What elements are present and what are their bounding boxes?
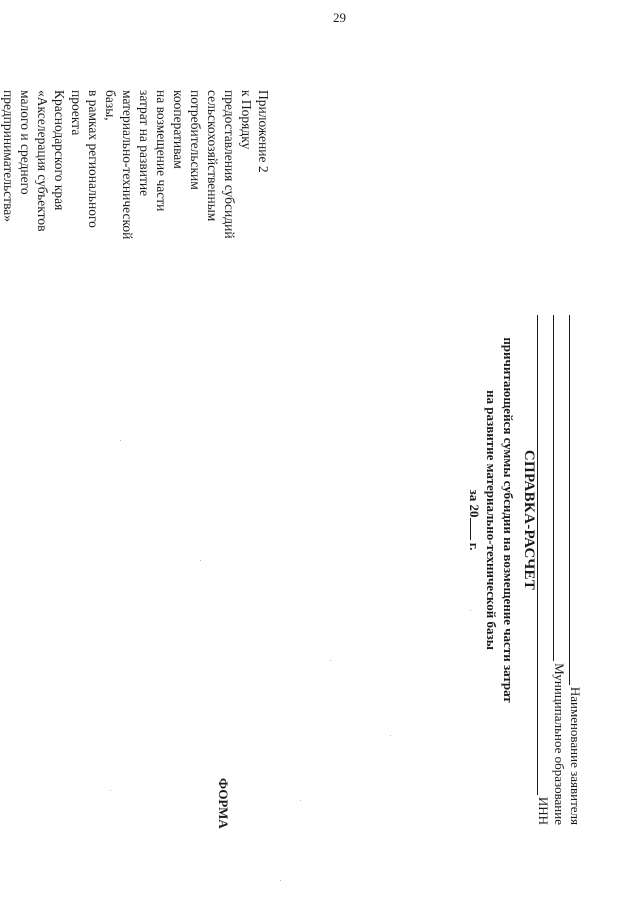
field-label: ИНН — [536, 796, 551, 825]
appendix-line: базы, — [103, 90, 118, 121]
appendix-line: на возмещение части — [154, 90, 169, 212]
period-prefix: за 20 — [467, 489, 482, 518]
appendix-line: сельскохозяйственным — [205, 90, 220, 222]
applicant-name-field[interactable] — [567, 315, 583, 825]
scan-speck — [280, 880, 281, 881]
appendix-note — [0, 90, 272, 239]
appendix-line: предоставления субсидий — [222, 90, 237, 239]
document-subtitle-line: на развитие материально-технической базы — [484, 390, 499, 650]
document-title: СПРАВКА-РАСЧЕТ — [521, 449, 537, 591]
appendix-line: проекта — [69, 90, 84, 136]
year-blank[interactable] — [470, 518, 482, 540]
appendix-line: предпринимательства» — [1, 90, 16, 223]
applicant-fields — [535, 315, 583, 825]
scan-speck — [110, 790, 111, 791]
appendix-line: Приложение 2 — [256, 90, 271, 173]
period-suffix: г. — [467, 542, 482, 551]
document-title-block — [466, 330, 537, 710]
field-label: Муниципальное образование — [552, 663, 567, 825]
page-number: 29 — [333, 10, 346, 25]
reporting-period — [466, 330, 482, 710]
appendix-line: материально-технической — [120, 90, 135, 240]
form-label: ФОРМА — [216, 778, 231, 829]
fill-line — [537, 315, 538, 825]
appendix-line: к Порядку — [239, 90, 254, 150]
appendix-line: малого и среднего — [18, 90, 33, 195]
appendix-line: в рамках регионального — [86, 90, 101, 228]
inn-field[interactable] — [535, 315, 551, 825]
scan-speck — [200, 560, 201, 561]
scan-speck — [300, 800, 301, 801]
municipality-field[interactable] — [551, 315, 567, 825]
scan-speck — [390, 735, 391, 736]
appendix-line: потребительским — [188, 90, 203, 190]
appendix-line: Краснодарского края — [52, 90, 67, 211]
scan-speck — [330, 660, 331, 661]
appendix-line: затрат на развитие — [137, 90, 152, 197]
field-label: Наименование заявителя — [568, 686, 583, 825]
appendix-line: «Акселерация субъектов — [35, 90, 50, 232]
document-subtitle-line: причитающейся суммы субсидии на возмещение части затрат — [501, 337, 516, 703]
scan-speck — [470, 610, 471, 611]
scan-speck — [120, 440, 121, 441]
appendix-line: кооперативам — [171, 90, 186, 169]
